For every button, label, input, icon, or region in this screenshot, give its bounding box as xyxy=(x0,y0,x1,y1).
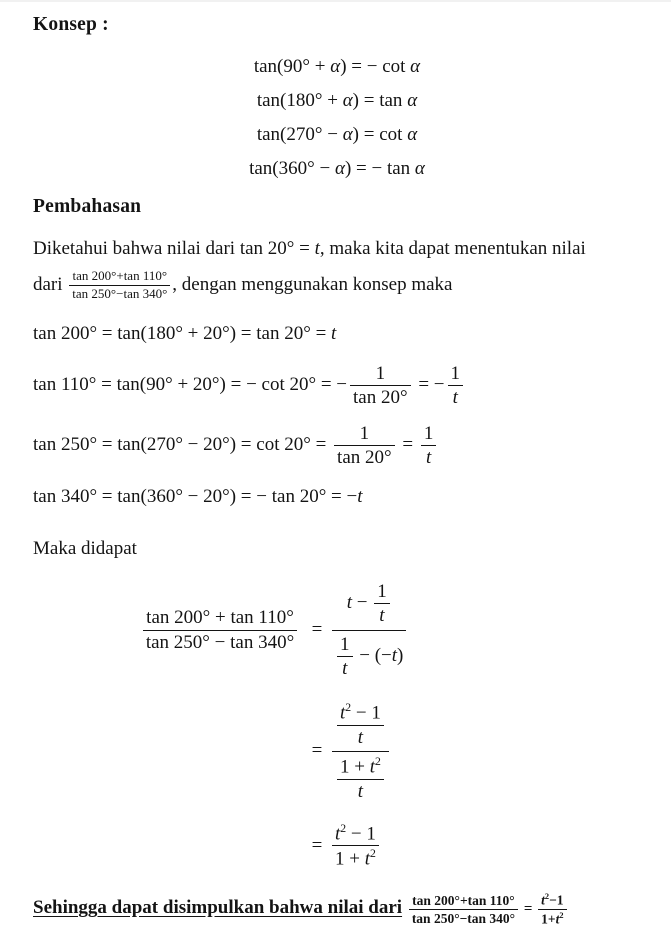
konsep-equation: tan(90° + α) = − cot α xyxy=(253,56,421,77)
conclusion-text: Sehingga dapat disimpulkan bahwa nilai dari xyxy=(33,897,403,919)
derivation-row xyxy=(136,699,641,804)
equals-sign: = xyxy=(311,740,323,762)
konsep-equation: tan(180° + α) = tan α xyxy=(256,90,418,111)
maka-didapat-label: Maka didapat xyxy=(33,538,137,560)
konsep-heading: Konsep : xyxy=(33,14,109,35)
derivation-lhs-spacer xyxy=(136,845,304,846)
worked-steps xyxy=(33,319,641,512)
konsep-equation: tan(360° − α) = − tan α xyxy=(249,158,425,179)
derivation-lhs-spacer xyxy=(136,751,304,752)
conclusion-line xyxy=(33,888,641,929)
derivation-block xyxy=(136,579,641,870)
intro-line-2: dari $\frac{\tan 200^\circ+\tan 110^\circ}{\tan 250^\circ-\tan 340^\circ}$ , dengan menggunakan konsep maka xyxy=(33,268,453,302)
derivation-rhs: $\frac{t^2 - 1}{1 + t^2}$ xyxy=(330,822,381,870)
step-tan200: tan 200° = tan(180° + 20°) = tan 20° = t xyxy=(33,323,337,344)
derivation-lhs: $\frac{\tan 200^\circ + \tan 110^\circ}{\tan 250^\circ - \tan 340^\circ}$ xyxy=(136,607,304,653)
konsep-equations-block xyxy=(33,50,641,186)
derivation-row xyxy=(136,579,641,681)
derivation-rhs: t − $\frac{1}{t}$ $\frac{1}{t}$ − (−t) xyxy=(330,579,408,681)
derivation-row xyxy=(136,822,641,870)
step-tan250: tan 250° = tan(270° − 20°) = cot 20° = $\frac{1}{\tan 20^\circ}$ = $\frac{1}{t}$ xyxy=(33,423,641,469)
intro-paragraph xyxy=(33,232,641,305)
step-tan110: tan 110° = tan(90° + 20°) = − cot 20° = − $\frac{1}{\tan 20^\circ}$ = − $\frac{1}{t}$ xyxy=(33,363,641,409)
step-tan340: tan 340° = tan(360° − 20°) = − tan 20° = −t xyxy=(33,486,363,508)
intro-line-1: Diketahui bahwa nilai dari tan 20° = t, maka kita dapat menentukan nilai xyxy=(33,238,586,259)
conclusion-math: $\frac{\tan 200^\circ+\tan 110^\circ}{\tan 250^\circ-\tan 340^\circ}$ = $\frac{t^2-1}{1+t^2}$ xyxy=(407,901,569,917)
derivation-rhs: $\frac{\frac{t^2 - 1}{t}}{\frac{1 + t^2}{t}}$ xyxy=(330,699,391,804)
equals-sign: = xyxy=(311,619,323,641)
equals-sign: = xyxy=(311,834,323,856)
pembahasan-heading: Pembahasan xyxy=(33,196,142,217)
konsep-equation: tan(270° − α) = cot α xyxy=(256,124,418,145)
